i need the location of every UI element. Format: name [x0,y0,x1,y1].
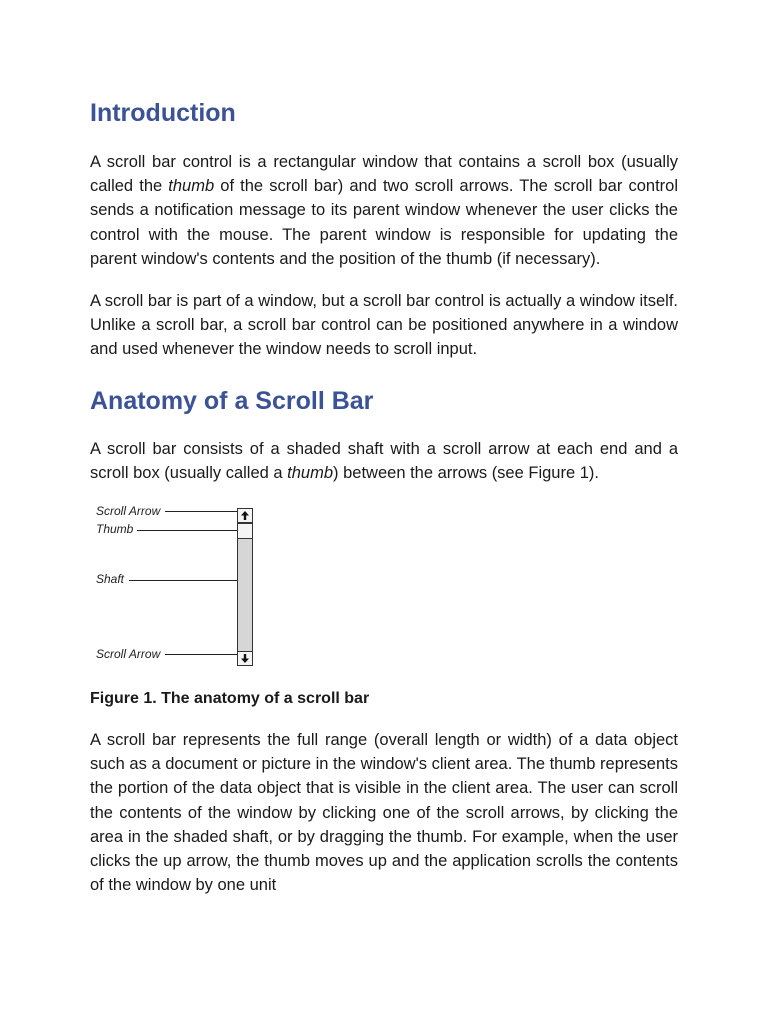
arrow-down-icon [241,654,249,663]
leader-line-shaft [129,580,245,581]
intro-p1-thumb-term: thumb [168,177,215,196]
scroll-bar-thumb [237,523,253,539]
scroll-bar-figure [90,502,678,674]
arrow-up-icon [241,511,249,520]
figure-label-bottom-arrow: Scroll Arrow [96,647,161,662]
figure-caption: Figure 1. The anatomy of a scroll bar [90,690,370,708]
leader-line-top-arrow [165,511,237,512]
introduction-heading: Introduction [90,99,236,127]
figure-label-top-arrow: Scroll Arrow [96,504,161,519]
anatomy-paragraph-2: A scroll bar represents the full range (overall length or width) of a data object such as a document or picture in the window's client area. The thumb represents the portion of the data object that is visible in the client area. The user can scroll the contents of the window by clicking one of the scroll arrows, by clicking the area in the shaded shaft, or by dragging the thumb. For example, when the user clicks the up arrow, the thumb moves up and the application scrolls the contents of the window by one unit [90,731,678,895]
intro-p1-text-a: A scroll bar control is a rectangular window that contains a scroll box (usually called the [90,153,678,196]
scroll-arrow-up [237,508,253,523]
scroll-arrow-down [237,651,253,666]
anatomy-p1-text-a: A scroll bar consists of a shaded shaft with a scroll arrow at each end and a scroll box (usually called a [90,439,678,482]
anatomy-paragraph-1 [90,437,678,485]
figure-label-thumb: Thumb [96,522,134,537]
intro-paragraph-1 [90,150,678,271]
figure-label-shaft: Shaft [96,572,125,587]
intro-paragraph-2: A scroll bar is part of a window, but a scroll bar control is actually a window itself. Unlike a scroll bar, a scroll bar control can be positioned anywhere in a window and used whenever the window needs to scroll input. [90,292,678,359]
leader-line-thumb [137,530,245,531]
anatomy-p1-text-b: ) between the arrows (see Figure 1). [333,463,599,482]
anatomy-p1-thumb-term: thumb [287,463,334,482]
anatomy-heading: Anatomy of a Scroll Bar [90,386,374,415]
intro-p1-text-b: of the scroll bar) and two scroll arrows. The scroll bar control sends a notification message to its parent window whenever the user clicks the control with the mouse. The parent window is responsible for updating the parent window's contents and the position of the thumb (if necessary). [90,177,678,268]
leader-line-bottom-arrow [165,654,245,655]
document-content [90,96,678,897]
